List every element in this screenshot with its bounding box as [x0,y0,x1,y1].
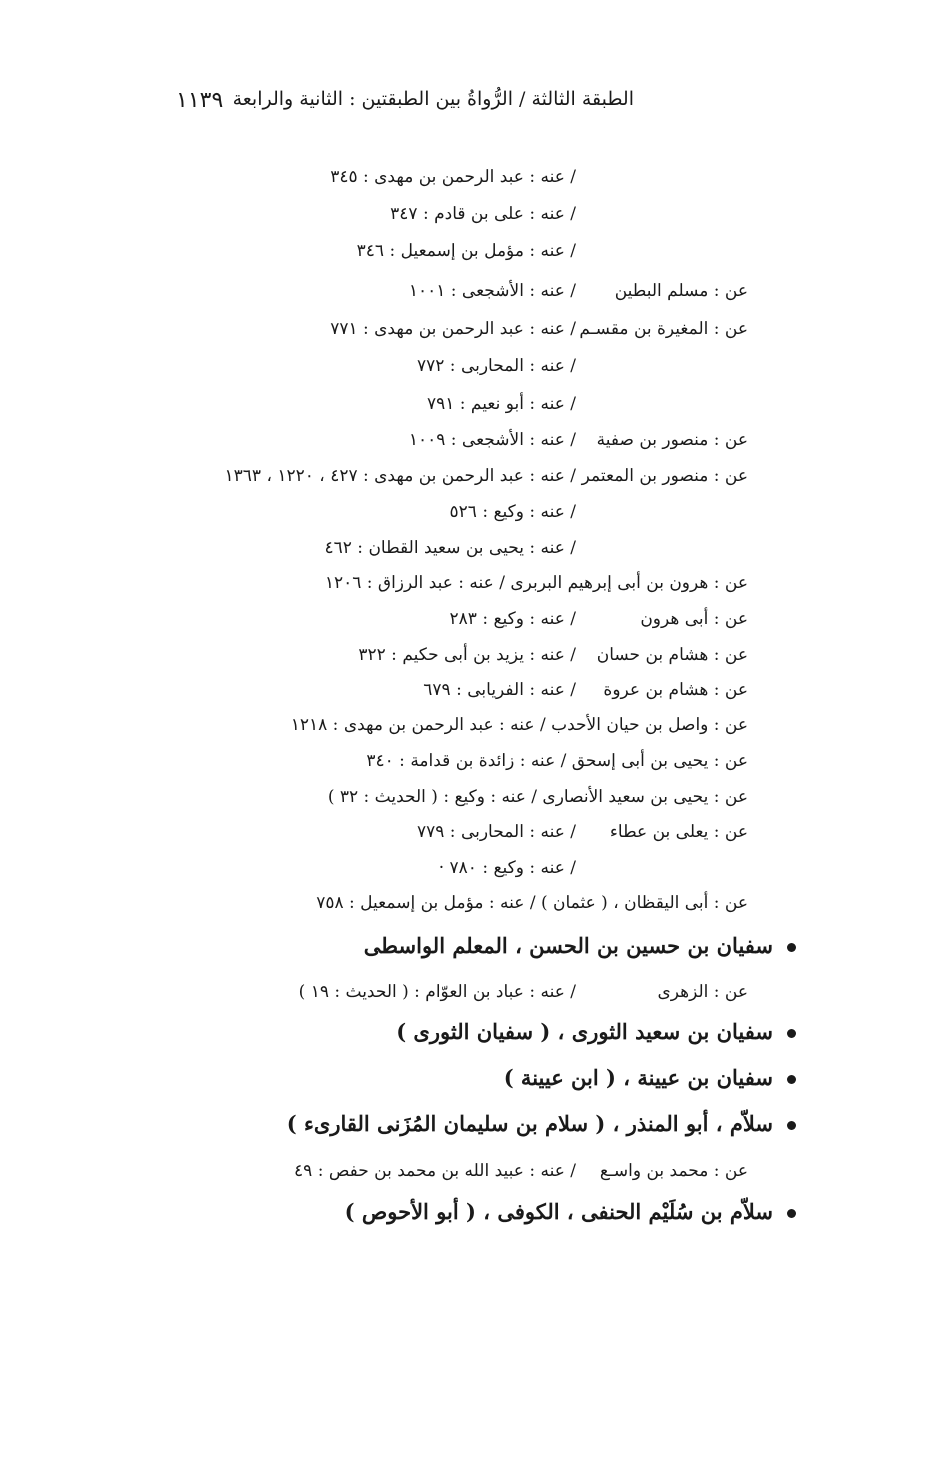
biography-entry [287,1110,796,1138]
narrator-line: / عنه : وكيع : ٥٢٦ [449,502,576,522]
narrator-line: / عنه : مؤمل بن إسمعيل : ٣٤٦ [356,241,576,261]
teacher-name: عن : مسلم البطين [614,281,748,301]
entry-name: سلاّم ، أبو المنذر ، ( سلام بن سليمان المُزَنى القارىء ) [286,1111,773,1136]
teacher-name: عن : منصور بن صفية [596,430,748,450]
narrator-line: / عنه : عبيد الله بن محمد بن حفص : ٤٩ [294,1161,576,1181]
teacher-name: عن : أبى هرون [640,609,748,629]
entry-name: سفيان بن حسين بن الحسن ، المعلم الواسطى [363,933,773,958]
narrator-line: / عنه : وكيع : ٢٨٣ [449,609,576,629]
teacher-name: عن : منصور بن المعتمر [581,466,748,486]
narrator-line: / عنه : على بن قادم : ٣٤٧ [390,204,576,224]
entry-name: سلاّم بن سُلَيْم الحنفى ، الكوفى ، ( أبو الأحوص ) [344,1199,773,1224]
narrator-line: / عنه : المحاربى : ٧٧٢ [417,356,576,376]
chain-line: عن : هرون بن أبى إبرهيم البربرى / عنه : عبد الرزاق : ١٢٠٦ [324,573,748,593]
narrator-line: / عنه : عبد الرحمن بن مهدى : ٣٤٥ [330,167,576,187]
narrator-line: / عنه : يحيى بن سعيد القطان : ٤٦٢ [324,538,576,558]
bullet-icon [787,943,796,952]
entry-name: سفيان بن عيينة ، ( ابن عيينة ) [503,1065,773,1090]
entry-name: سفيان بن سعيد الثورى ، ( سفيان الثورى ) [396,1019,773,1044]
page-number: ١١٣٩ [176,88,224,113]
chain-line: عن : أبى اليقظان ، ( عثمان ) / عنه : مؤمل بن إسمعيل : ٧٥٨ [316,893,748,913]
narrator-line: / عنه : الأشجعى : ١٠٠١ [408,281,576,301]
bullet-icon [787,1029,796,1038]
bullet-icon [787,1121,796,1130]
biography-entry [504,1064,796,1092]
teacher-name: عن : الزهرى [657,982,748,1002]
running-header: الطبقة الثالثة / الرُّواةُ بين الطبقتين : الثانية والرابعة [232,88,634,110]
narrator-line: / عنه : عبد الرحمن بن مهدى : ٤٢٧ ، ١٢٢٠ ، ١٣٦٣ [224,466,576,486]
bullet-icon [787,1075,796,1084]
narrator-line: / عنه : أبو نعيم : ٧٩١ [426,394,576,414]
chain-line: عن : واصل بن حيان الأحدب / عنه : عبد الرحمن بن مهدى : ١٢١٨ [290,715,748,735]
teacher-name: عن : محمد بن واسـع [599,1161,748,1181]
biography-entry [345,1198,796,1226]
chain-line: عن : يحيى بن سعيد الأنصارى / عنه : وكيع : ( الحديث : ٣٢ ) [327,787,748,807]
narrator-line: / عنه : عباد بن العوّام : ( الحديث : ١٩ ) [298,982,576,1002]
teacher-name: عن : هشام بن حسان [596,645,748,665]
narrator-line: / عنه : يزيد بن أبى حكيم : ٣٢٢ [358,645,576,665]
narrator-line: / عنه : عبد الرحمن بن مهدى : ٧٧١ [330,319,576,339]
narrator-line: / عنه : المحاربى : ٧٧٩ [417,822,576,842]
teacher-name: عن : يعلى بن عطاء [609,822,748,842]
teacher-name: عن : المغيرة بن مقسـم [579,319,748,339]
bullet-icon [787,1209,796,1218]
narrator-line: / عنه : وكيع : ٧٨٠ · [438,858,576,878]
biography-entry [364,932,796,960]
biography-entry [396,1018,796,1046]
chain-line: عن : يحيى بن أبى إسحق / عنه : زائدة بن قدامة : ٣٤٠ [366,751,748,771]
narrator-line: / عنه : الأشجعى : ١٠٠٩ [408,430,576,450]
teacher-name: عن : هشام بن عروة [603,680,748,700]
narrator-line: / عنه : الفريابى : ٦٧٩ [423,680,576,700]
